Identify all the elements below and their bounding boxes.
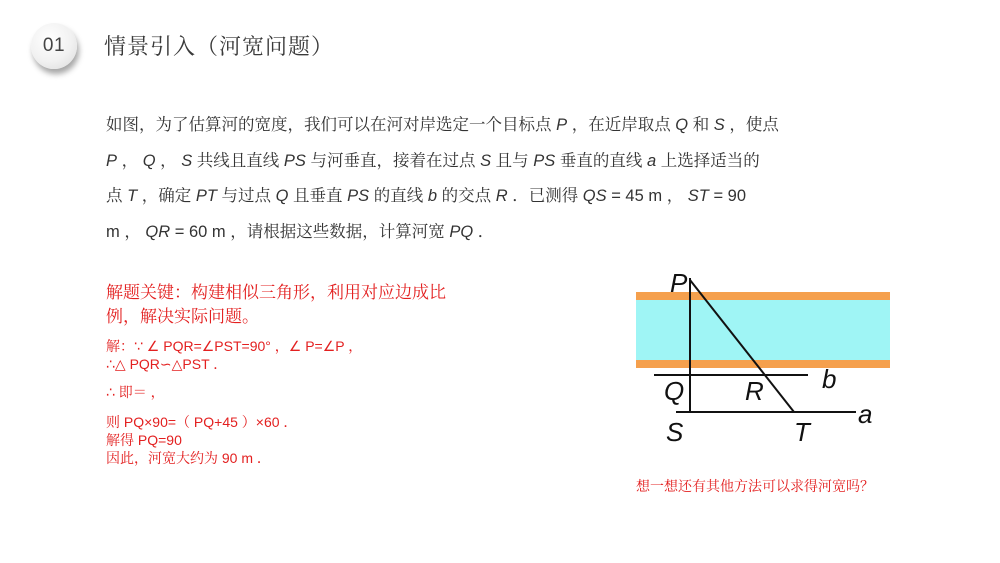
solution-key-line-1: 解题关键：构建相似三角形，利用对应边成比 xyxy=(106,283,446,302)
math-symbol: QR xyxy=(145,222,171,241)
math-symbol: S xyxy=(181,151,193,170)
label-b: b xyxy=(822,364,837,394)
problem-text-segment: ， xyxy=(117,151,143,170)
river xyxy=(636,300,890,360)
math-symbol: QS xyxy=(582,187,607,205)
near-bank xyxy=(636,360,890,368)
problem-line xyxy=(106,108,906,144)
solution-block xyxy=(106,281,506,467)
solution-step: 解得 PQ=90 xyxy=(106,432,182,448)
problem-text-segment: 和 xyxy=(688,116,714,134)
math-symbol: S xyxy=(713,116,725,134)
problem-text-segment: ．已测得 xyxy=(507,187,583,205)
problem-text-segment: 且垂直 xyxy=(288,187,348,205)
problem-text-segment: 的直线 xyxy=(369,187,428,205)
math-symbol: PS xyxy=(347,187,370,205)
problem-text-segment: m ， xyxy=(106,222,146,241)
problem-text-segment: ，使点 xyxy=(724,116,779,134)
math-symbol: PS xyxy=(283,151,306,170)
problem-text-segment: 与河垂直，接着在过点 xyxy=(305,151,481,170)
math-symbol: Q xyxy=(142,151,156,170)
page-title: 情景引入（河宽问题） xyxy=(104,34,335,59)
problem-text-segment: ， xyxy=(155,151,182,170)
solution-step: ∴△ PQR∽△PST ． xyxy=(106,356,228,372)
label-t: T xyxy=(794,417,810,447)
section-number-badge: 01 xyxy=(31,23,77,69)
solution-step: 解：∵ ∠ PQR=∠PST=90° ，∠ P=∠P ， xyxy=(106,338,363,354)
math-symbol: Q xyxy=(675,116,689,134)
problem-text-segment: 共线且直线 xyxy=(192,151,284,170)
problem-text xyxy=(106,108,906,250)
label-a: a xyxy=(858,399,873,429)
problem-line xyxy=(106,144,906,180)
solution-key-line-2: 例，解决实际问题。 xyxy=(106,307,259,326)
math-symbol: Q xyxy=(275,187,289,205)
problem-line xyxy=(106,215,906,251)
math-symbol: PS xyxy=(533,151,556,170)
math-symbol: PT xyxy=(195,187,217,205)
problem-line xyxy=(106,179,906,215)
problem-text-segment: = 60 m ，请根据这些数据，计算河宽 xyxy=(170,222,450,241)
solution-step: ∴ 即＝ ， xyxy=(106,384,165,400)
problem-text-segment: 垂直的直线 xyxy=(555,151,647,170)
label-s: S xyxy=(666,417,684,447)
problem-text-segment: = 90 xyxy=(708,187,747,205)
problem-text-segment: 的交点 xyxy=(437,187,496,205)
math-symbol: b xyxy=(427,187,438,205)
problem-text-segment: 点 xyxy=(106,187,128,205)
river-geometry-figure xyxy=(630,260,900,460)
math-symbol: ST xyxy=(687,187,709,205)
think-prompt: 想一想还有其他方法可以求得河宽吗？ xyxy=(636,478,874,494)
math-symbol: P xyxy=(106,151,118,170)
label-q: Q xyxy=(664,376,685,406)
label-r: R xyxy=(745,376,764,406)
problem-text-segment: 上选择适当的 xyxy=(656,151,760,170)
problem-text-segment: 如图，为了估算河的宽度，我们可以在河对岸选定一个目标点 xyxy=(106,116,557,134)
math-symbol: P xyxy=(556,116,568,134)
problem-text-segment: = 45 m ， xyxy=(606,187,688,205)
problem-text-segment: ． xyxy=(473,222,495,241)
label-p: P xyxy=(670,268,688,298)
problem-text-segment: 与过点 xyxy=(216,187,276,205)
problem-text-segment: ，在近岸取点 xyxy=(567,116,676,134)
math-symbol: T xyxy=(127,187,138,205)
math-symbol: S xyxy=(480,151,492,170)
solution-step: 则 PQ×90=（ PQ+45 ）×60 ． xyxy=(106,414,298,430)
problem-text-segment: ，确定 xyxy=(137,187,196,205)
problem-text-segment: 且与 xyxy=(491,151,534,170)
solution-step: 因此，河宽大约为 90 m ． xyxy=(106,450,271,466)
math-symbol: R xyxy=(495,187,508,205)
math-symbol: PQ xyxy=(449,222,474,241)
math-symbol: a xyxy=(646,151,657,170)
